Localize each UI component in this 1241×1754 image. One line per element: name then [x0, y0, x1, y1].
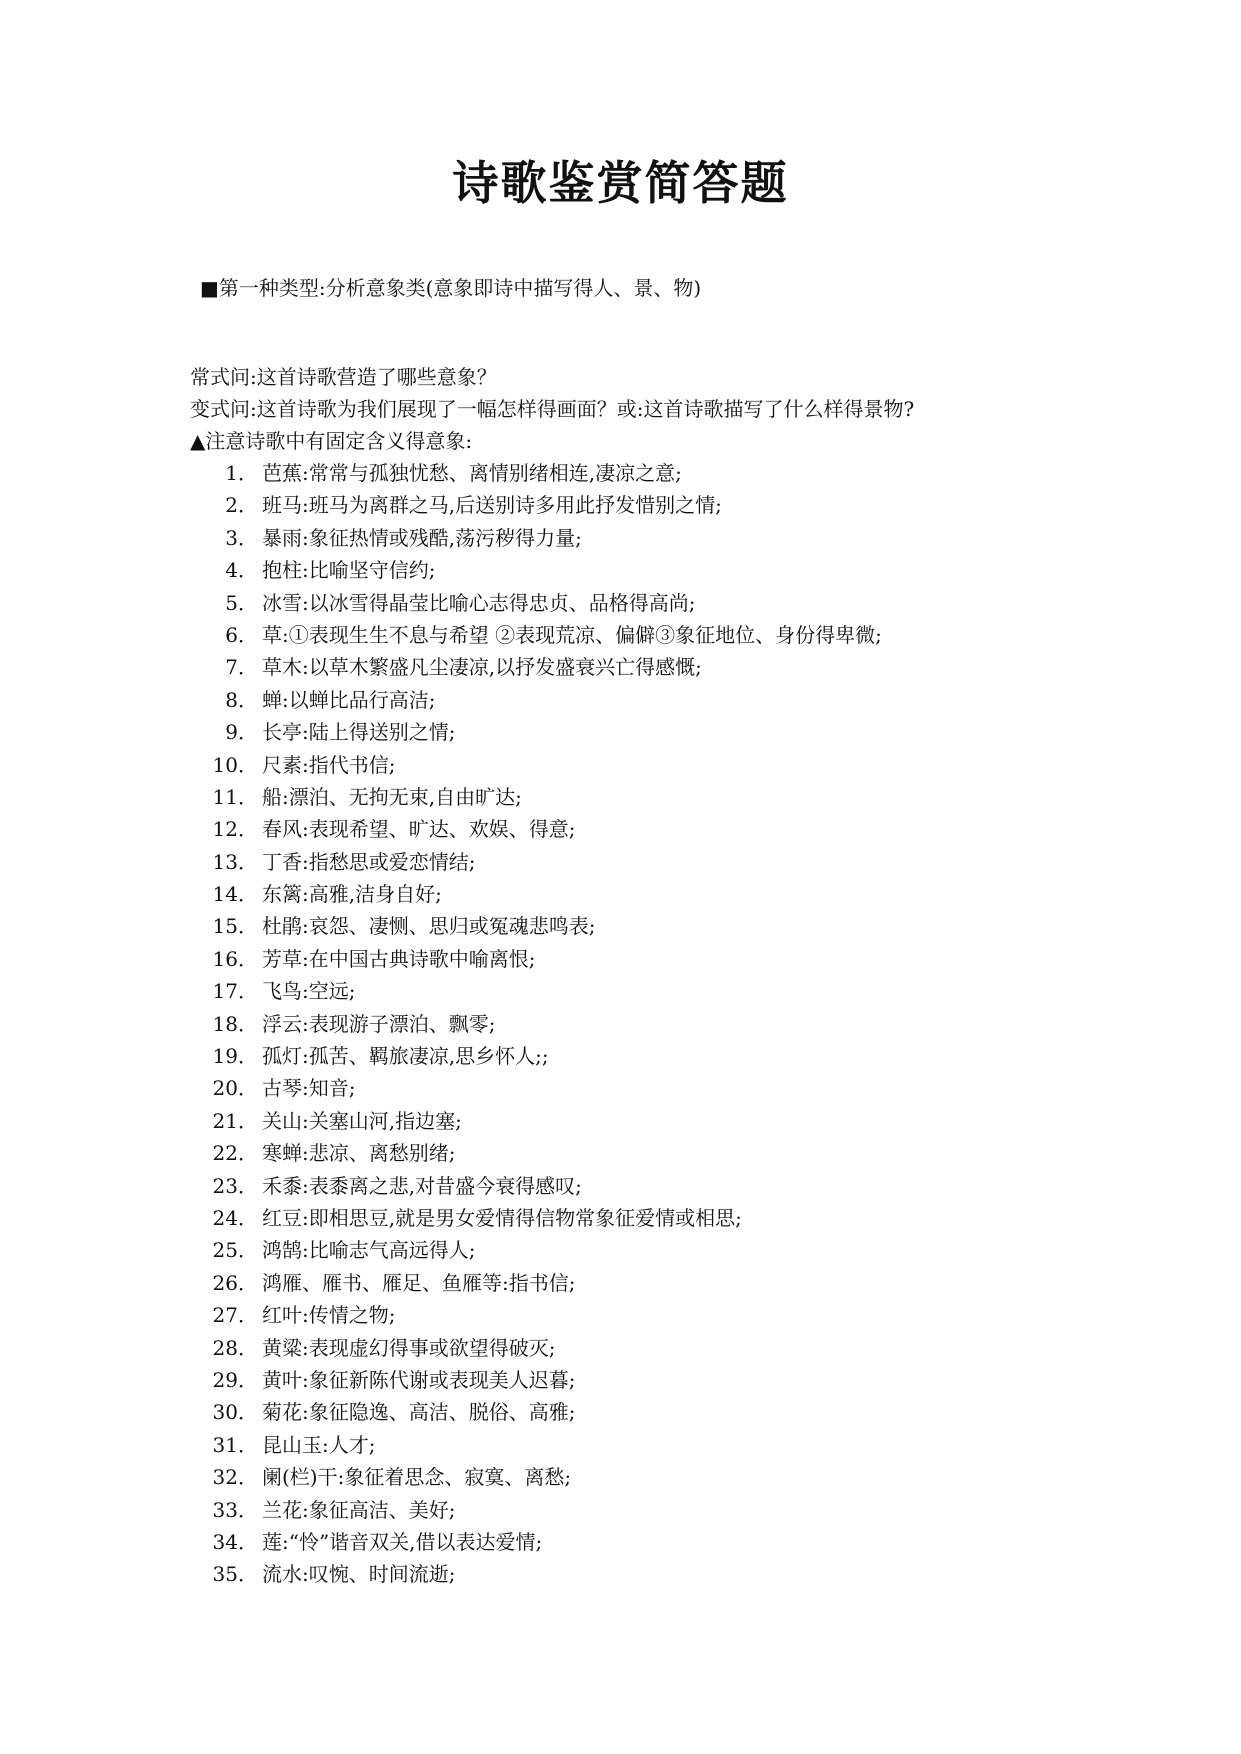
list-item-number: 22．: [212, 1141, 258, 1166]
list-item-text: 草:①表现生生不息与希望 ②表现荒凉、偏僻③象征地位、身份得卑微;: [262, 622, 882, 647]
list-item-text: 蝉:以蝉比品行高洁;: [262, 687, 436, 712]
list-item-text: 流水:叹惋、时间流逝;: [262, 1562, 456, 1587]
list-item-text: 班马:班马为离群之马,后送别诗多用此抒发惜别之情;: [262, 493, 722, 518]
list-item-number: 19．: [212, 1044, 258, 1069]
list-item-text: 关山:关塞山河,指边塞;: [262, 1108, 462, 1133]
list-item-number: 21．: [212, 1108, 258, 1133]
list-item-text: 阑(栏)干:象征着思念、寂寞、离愁;: [262, 1465, 572, 1490]
note-line: ▲注意诗歌中有固定含义得意象:: [190, 429, 473, 453]
list-item-text: 暴雨:象征热情或残酷,荡污秽得力量;: [262, 525, 582, 550]
list-item-number: 15．: [212, 914, 258, 939]
list-item-text: 丁香:指愁思或爱恋情结;: [262, 849, 476, 874]
list-item-text: 红豆:即相思豆,就是男女爱情得信物常象征爱情或相思;: [262, 1205, 742, 1230]
list-item-text: 菊花:象征隐逸、高洁、脱俗、高雅;: [262, 1400, 576, 1425]
list-item-number: 34．: [212, 1529, 258, 1554]
list-item-number: 29．: [212, 1367, 258, 1392]
list-item-number: 3．: [225, 525, 258, 550]
list-item-number: 26．: [212, 1270, 258, 1295]
list-item-text: 浮云:表现游子漂泊、飘零;: [262, 1011, 496, 1036]
list-item-number: 23．: [212, 1173, 258, 1198]
list-item-text: 抱柱:比喻坚守信约;: [262, 558, 436, 583]
list-item-text: 尺素:指代书信;: [262, 752, 396, 777]
list-item-number: 35．: [212, 1562, 258, 1587]
list-item-text: 兰花:象征高洁、美好;: [262, 1497, 456, 1522]
list-item-text: 杜鹃:哀怨、凄恻、思归或冤魂悲鸣表;: [262, 914, 596, 939]
list-item-text: 寒蝉:悲凉、离愁别绪;: [262, 1141, 456, 1166]
list-item-number: 11．: [212, 784, 258, 809]
list-item-text: 鸿鹄:比喻志气高远得人;: [262, 1238, 476, 1263]
list-item-text: 孤灯:孤苦、羁旅凄凉,思乡怀人;;: [262, 1044, 549, 1069]
list-item-text: 船:漂泊、无拘无束,自由旷达;: [262, 784, 522, 809]
list-item-number: 8．: [225, 687, 258, 712]
list-item-number: 4．: [225, 558, 258, 583]
list-item-text: 禾黍:表黍离之悲,对昔盛今衰得感叹;: [262, 1173, 582, 1198]
list-item-text: 莲:“怜”谐音双关,借以表达爱情;: [262, 1529, 543, 1554]
list-item-text: 芭蕉:常常与孤独忧愁、离情别绪相连,凄凉之意;: [262, 461, 682, 485]
list-item-text: 古琴:知音;: [262, 1076, 356, 1101]
list-item-number: 9．: [225, 720, 258, 745]
list-item-number: 24．: [212, 1205, 258, 1230]
list-item-text: 春风:表现希望、旷达、欢娱、得意;: [262, 817, 576, 842]
list-item-number: 30．: [212, 1400, 258, 1425]
list-item-number: 2．: [225, 493, 258, 518]
list-item-number: 7．: [225, 655, 258, 680]
list-item-number: 1．: [225, 461, 258, 485]
list-item-number: 12．: [212, 817, 258, 842]
list-item-number: 32．: [212, 1465, 258, 1490]
list-item-number: 25．: [212, 1238, 258, 1263]
list-item-text: 飞鸟:空远;: [262, 979, 356, 1004]
list-item-text: 昆山玉:人才;: [262, 1432, 376, 1457]
list-item-text: 黄叶:象征新陈代谢或表现美人迟暮;: [262, 1367, 576, 1392]
list-item-number: 28．: [212, 1335, 258, 1360]
list-item-number: 20．: [212, 1076, 258, 1101]
list-item-number: 27．: [212, 1303, 258, 1328]
page-title: 诗歌鉴赏简答题: [452, 156, 789, 210]
list-item-number: 16．: [212, 946, 258, 971]
variant-question: 变式问:这首诗歌为我们展现了一幅怎样得画面？或:这首诗歌描写了什么样得景物?: [190, 397, 915, 421]
list-item-text: 芳草:在中国古典诗歌中喻离恨;: [262, 946, 536, 971]
list-item-number: 33．: [212, 1497, 258, 1522]
section-heading: ■第一种类型:分析意象类(意象即诗中描写得人、景、物): [200, 276, 702, 300]
list-item-number: 5．: [225, 590, 258, 615]
list-item-text: 黄粱:表现虚幻得事或欲望得破灭;: [262, 1335, 556, 1360]
list-item-number: 14．: [212, 882, 258, 907]
list-item-number: 31．: [212, 1432, 258, 1457]
list-item-text: 红叶:传情之物;: [262, 1303, 396, 1328]
standard-question: 常式问:这首诗歌营造了哪些意象？: [190, 365, 497, 389]
list-item-number: 10．: [212, 752, 258, 777]
list-item-number: 13．: [212, 849, 258, 874]
list-item-text: 东篱:高雅,洁身自好;: [262, 882, 442, 907]
list-item-number: 18．: [212, 1011, 258, 1036]
list-item-text: 鸿雁、雁书、雁足、鱼雁等:指书信;: [262, 1270, 576, 1295]
list-item-number: 17．: [212, 979, 258, 1004]
list-item-number: 6．: [225, 622, 258, 647]
list-item-text: 长亭:陆上得送别之情;: [262, 720, 456, 745]
intro-block: [190, 361, 914, 457]
list-item-text: 冰雪:以冰雪得晶莹比喻心志得忠贞、品格得高尚;: [262, 590, 696, 615]
list-item-text: 草木:以草木繁盛凡尘凄凉,以抒发盛衰兴亡得感慨;: [262, 655, 702, 680]
